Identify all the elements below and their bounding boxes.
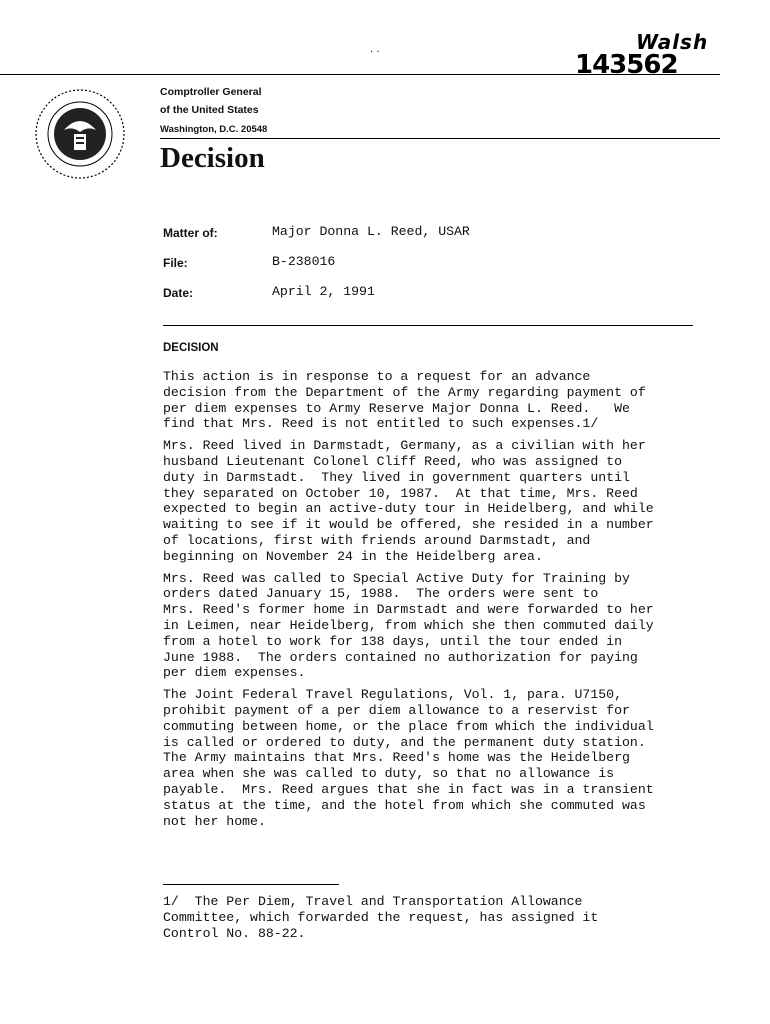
header-rule	[160, 138, 720, 139]
section-heading: DECISION	[163, 342, 219, 354]
date-value: April 2, 1991	[272, 284, 375, 299]
file-value: B-238016	[272, 254, 336, 269]
scan-marks: . .	[370, 44, 380, 55]
document-title: Decision	[160, 142, 265, 174]
gao-seal-icon	[28, 82, 132, 186]
paragraph-4: The Joint Federal Travel Regulations, Vol. 1, para. U7150, prohibit payment of a per diem allowance to a reservist for commuting between home, or the place from which the individual is called or ordered to duty, and the permanent duty station. The Army maintains that Mrs. Reed's home was the Heidelberg area when she was called to duty, so that no allowance is payable. Mrs. Reed argues that she in fact was in a transient status at the time, and the hotel from which she commuted was not her home.	[163, 687, 654, 829]
decision-body	[163, 369, 723, 835]
footnote-rule	[163, 884, 339, 885]
matter-label: Matter of:	[163, 226, 218, 240]
handwritten-name: Walsh	[636, 30, 709, 54]
file-label: File:	[163, 256, 188, 270]
top-rule	[0, 74, 720, 75]
agency-subtitle: of the United States	[160, 104, 259, 116]
paragraph-2: Mrs. Reed lived in Darmstadt, Germany, as a civilian with her husband Lieutenant Colonel Cliff Reed, who was assigned to duty in Darmstadt. They lived in government quarters until they separated on October 10, 1987. At that time, Mrs. Reed expected to begin an active-duty tour in Heidelberg, and while waiting to see if it would be offered, she resided in a number of locations, first with friends around Darmstadt, and beginning on November 24 in the Heidelberg area.	[163, 438, 654, 564]
agency-address: Washington, D.C. 20548	[160, 124, 268, 135]
paragraph-3: Mrs. Reed was called to Special Active Duty for Training by orders dated January 15, 1988. The orders were sent to Mrs. Reed's former home in Darmstadt and were forwarded to her in Leimen, near Heidelberg, from which she then commuted daily from a hotel to work for 138 days, until the tour ended in June 1988. The orders contained no authorization for paying per diem expenses.	[163, 570, 654, 681]
paragraph-1: This action is in response to a request for an advance decision from the Department of the Army regarding payment of per diem expenses to Army Reserve Major Donna L. Reed. We find that Mrs. Reed is not entitled to such expenses.1/	[163, 369, 646, 432]
date-label: Date:	[163, 286, 194, 300]
footnote: 1/ The Per Diem, Travel and Transportation Allowance Committee, which forwarded the request, has assigned it Control No. 88-22.	[163, 894, 599, 941]
section-rule	[163, 325, 693, 326]
handwritten-number: 143562	[575, 50, 678, 80]
matter-value: Major Donna L. Reed, USAR	[272, 224, 470, 239]
agency-name: Comptroller General	[160, 86, 262, 98]
